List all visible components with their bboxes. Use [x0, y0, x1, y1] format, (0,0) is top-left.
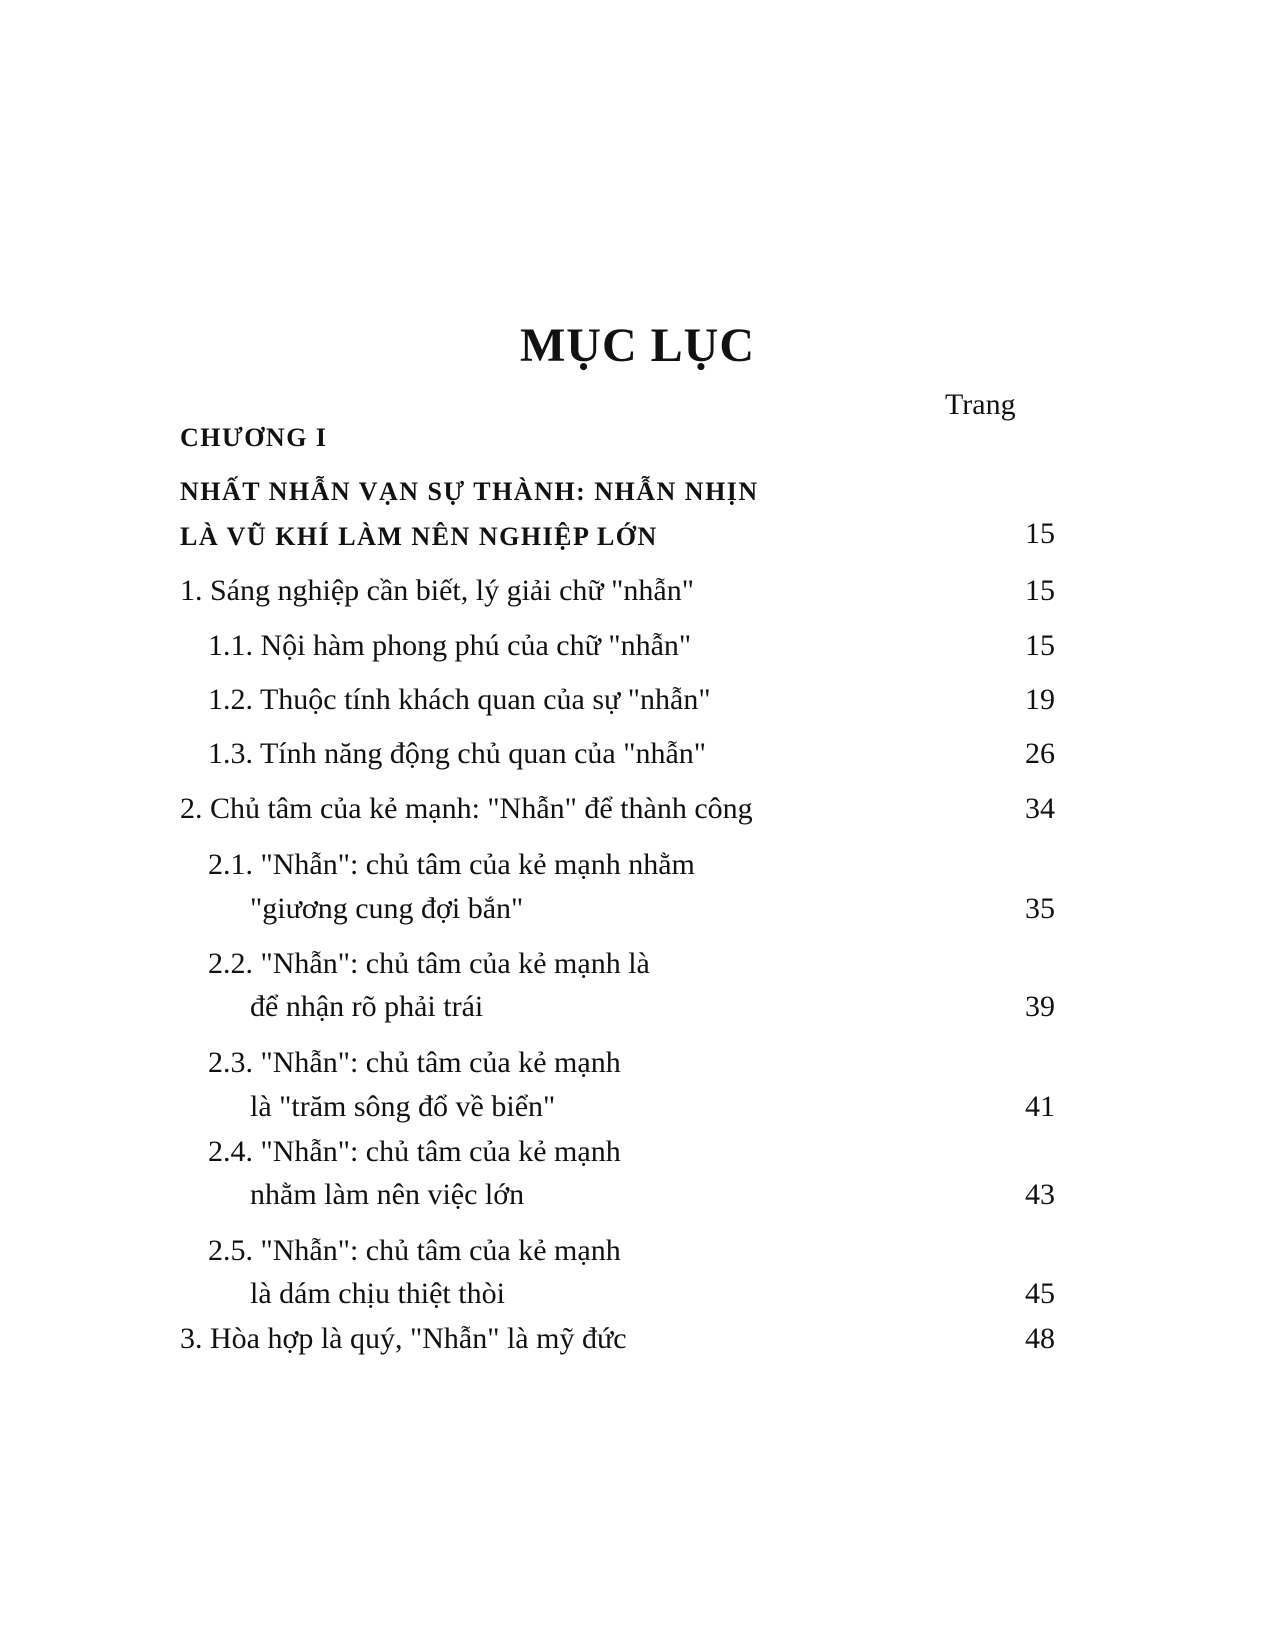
toc-entry-2-5-line2: là dám chịu thiệt thòi	[250, 1277, 505, 1310]
toc-entry-2: 2. Chủ tâm của kẻ mạnh: "Nhẫn" để thành công	[180, 792, 753, 825]
toc-entry-2-5-page: 45	[1025, 1277, 1055, 1310]
toc-entry-2-2-line2: để nhận rõ phải trái	[250, 990, 484, 1023]
chapter-heading-line1: NHẤT NHẪN VẠN SỰ THÀNH: NHẪN NHỊN	[180, 477, 759, 506]
toc-entry-2-2-page: 39	[1025, 990, 1055, 1023]
toc-entry-2-page: 34	[1025, 792, 1055, 825]
toc-entry-1-2: 1.2. Thuộc tính khách quan của sự "nhẫn"	[208, 683, 711, 716]
toc-entry-1-1: 1.1. Nội hàm phong phú của chữ "nhẫn"	[208, 629, 692, 662]
toc-entry-2-4-line2: nhằm làm nên việc lớn	[250, 1178, 525, 1211]
toc-entry-1-page: 15	[1025, 574, 1055, 607]
toc-entry-1-1-page: 15	[1025, 629, 1055, 662]
chapter-heading-page: 15	[1025, 517, 1055, 550]
toc-entry-2-4-page: 43	[1025, 1178, 1055, 1211]
page-title: MỤC LỤC	[520, 319, 755, 372]
chapter-label: CHƯƠNG I	[180, 423, 328, 452]
toc-entry-3: 3. Hòa hợp là quý, "Nhẫn" là mỹ đức	[180, 1322, 627, 1355]
toc-entry-2-1-page: 35	[1025, 892, 1055, 925]
page-column-label: Trang	[945, 388, 1016, 421]
toc-entry-2-1-line1: 2.1. "Nhẫn": chủ tâm của kẻ mạnh nhằm	[208, 848, 695, 881]
toc-entry-1-2-page: 19	[1025, 683, 1055, 716]
toc-entry-2-3-page: 41	[1025, 1090, 1055, 1123]
toc-entry-1-3: 1.3. Tính năng động chủ quan của "nhẫn"	[208, 737, 707, 770]
toc-entry-1-3-page: 26	[1025, 737, 1055, 770]
chapter-heading-line2: LÀ VŨ KHÍ LÀM NÊN NGHIỆP LỚN	[180, 522, 658, 551]
toc-entry-2-3-line2: là "trăm sông đổ về biển"	[250, 1090, 556, 1123]
toc-entry-3-page: 48	[1025, 1322, 1055, 1355]
toc-entry-1: 1. Sáng nghiệp cần biết, lý giải chữ "nhẫn"	[180, 574, 694, 607]
toc-entry-2-4-line1: 2.4. "Nhẫn": chủ tâm của kẻ mạnh	[208, 1135, 621, 1168]
toc-entry-2-5-line1: 2.5. "Nhẫn": chủ tâm của kẻ mạnh	[208, 1234, 621, 1267]
toc-entry-2-1-line2: "giương cung đợi bắn"	[250, 892, 524, 925]
toc-entry-2-3-line1: 2.3. "Nhẫn": chủ tâm của kẻ mạnh	[208, 1046, 621, 1079]
toc-entry-2-2-line1: 2.2. "Nhẫn": chủ tâm của kẻ mạnh là	[208, 947, 650, 980]
